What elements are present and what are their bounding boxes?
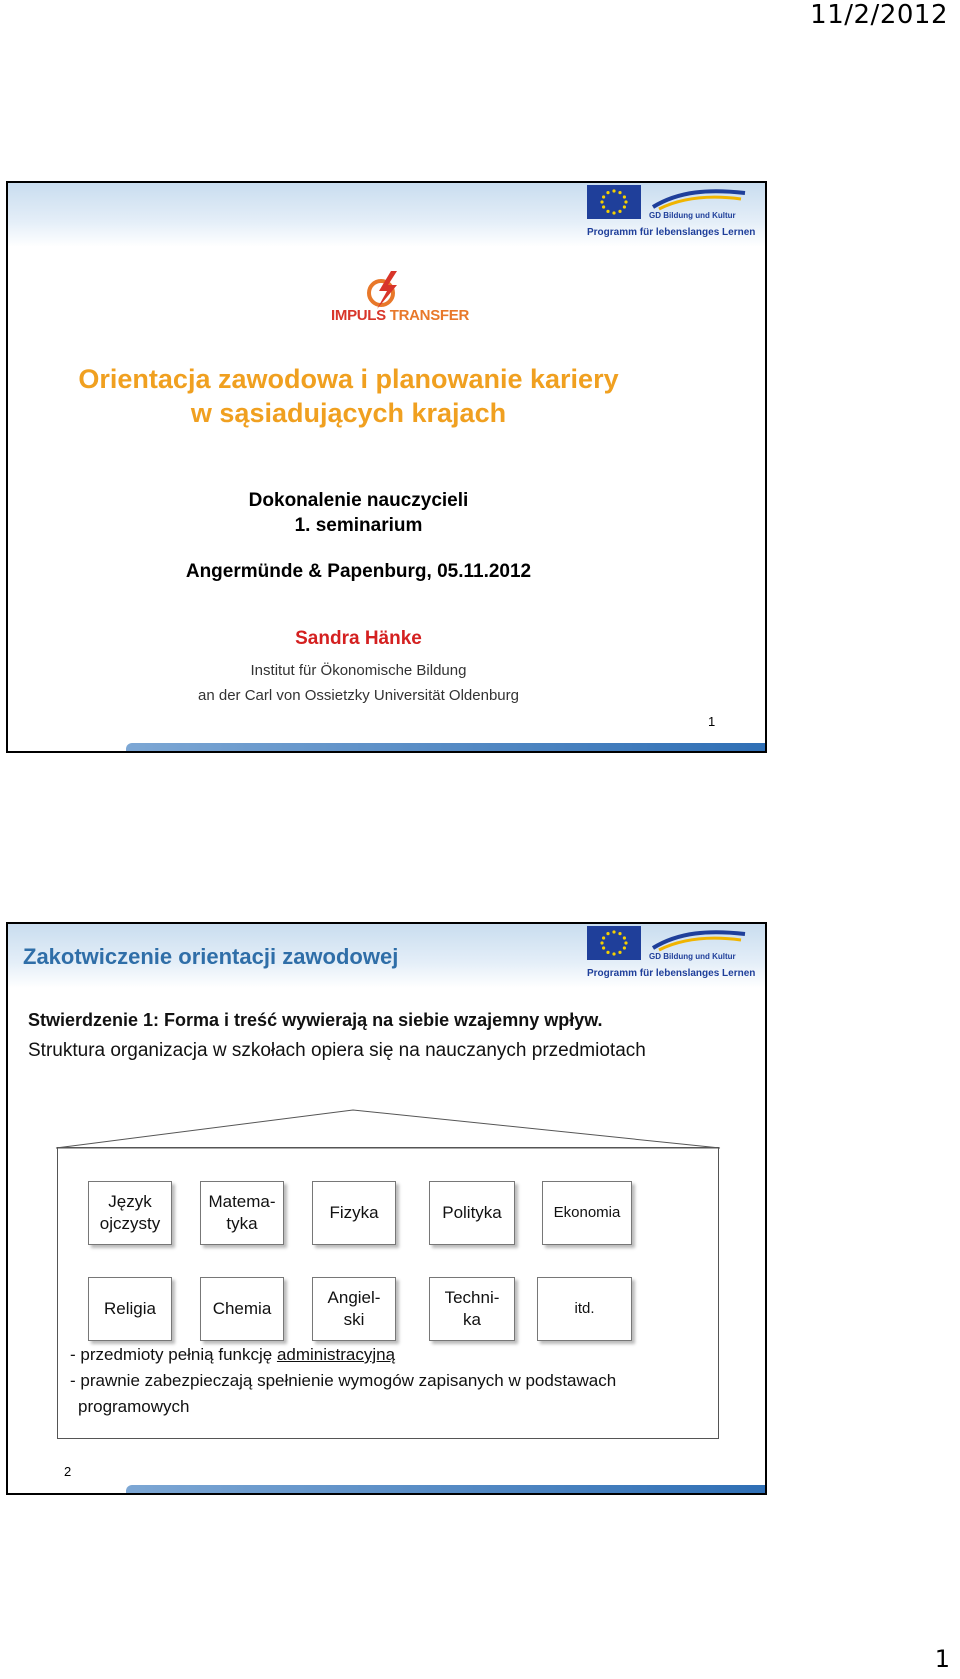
subject-box xyxy=(88,1277,172,1341)
subject-box xyxy=(429,1277,515,1341)
subject-label: Angiel- ski xyxy=(327,1288,381,1329)
eu-flag-icon xyxy=(587,926,641,960)
subject-label: Polityka xyxy=(442,1203,502,1222)
subject-box xyxy=(200,1277,284,1341)
slide-1-subtitle xyxy=(8,488,767,538)
author-name: Sandra Hänke xyxy=(295,628,422,649)
subject-box xyxy=(312,1277,396,1341)
slide-footer-band xyxy=(126,743,765,751)
subject-label: Ekonomia xyxy=(553,1204,621,1221)
eu-dg-label: GD Bildung und Kultur xyxy=(649,952,736,961)
house-roof-shape xyxy=(54,1108,722,1150)
title-line-1: Orientacja zawodowa i planowanie kariery xyxy=(78,364,619,394)
structure-text: Struktura organizacja w szkołach opiera się na nauczanych przedmiotach xyxy=(28,1040,646,1061)
statement: Stwierdzenie 1: Forma i treść wywierają na siebie wzajemny wpływ. xyxy=(28,1010,603,1030)
subject-label: Techni- ka xyxy=(444,1288,500,1329)
eu-dg-label: GD Bildung und Kultur xyxy=(649,211,736,220)
slide-1 xyxy=(6,181,767,753)
slide-2-title: Zakotwiczenie orientacji zawodowej xyxy=(23,944,399,969)
institute-line-1: Institut für Ökonomische Bildung xyxy=(250,662,467,679)
subject-box xyxy=(542,1181,632,1245)
subject-label: Religia xyxy=(104,1299,156,1318)
impuls-logo-word2: TRANSFER xyxy=(389,307,470,324)
subject-label: Chemia xyxy=(212,1299,272,1318)
subject-label: Fizyka xyxy=(329,1203,379,1222)
subject-box xyxy=(200,1181,284,1245)
page-number: 1 xyxy=(934,1645,950,1673)
note-legal-line-1: - prawnie zabezpieczają spełnienie wymogów zapisanych w podstawach xyxy=(70,1371,617,1390)
eu-programme-logo xyxy=(587,185,755,241)
subject-label: Język ojczysty xyxy=(99,1192,161,1233)
note-text: - przedmioty pełnią funkcję xyxy=(70,1345,277,1364)
author-institute xyxy=(8,658,767,708)
subject-label: Matema- tyka xyxy=(208,1192,276,1233)
slide-2 xyxy=(6,922,767,1495)
place-and-date: Angermünde & Papenburg, 05.11.2012 xyxy=(185,561,532,582)
page-date: 11/2/2012 xyxy=(810,0,948,30)
eu-programme-label: Programm für lebenslanges Lernen xyxy=(587,968,756,979)
subject-box xyxy=(429,1181,515,1245)
subject-label: itd. xyxy=(574,1300,595,1317)
slide-number: 2 xyxy=(64,1464,72,1479)
subject-box xyxy=(537,1277,632,1341)
lightning-icon xyxy=(331,269,471,309)
impuls-transfer-logo xyxy=(331,269,471,329)
eu-flag-icon xyxy=(587,185,641,219)
subject-box xyxy=(312,1181,396,1245)
slide-footer-band xyxy=(126,1485,765,1493)
subject-box xyxy=(88,1181,172,1245)
eu-programme-logo xyxy=(587,926,755,982)
slide-number: 1 xyxy=(708,714,716,729)
eu-programme-label: Programm für lebenslanges Lernen xyxy=(587,227,756,238)
impuls-logo-word1: IMPULS xyxy=(331,307,386,324)
title-line-2: w sąsiadujących krajach xyxy=(190,398,507,428)
subtitle-line-1: Dokonalenie nauczycieli xyxy=(248,490,469,511)
slide-1-title xyxy=(8,362,767,430)
subtitle-line-2: 1. seminarium xyxy=(294,515,423,536)
note-underlined: administracyjną xyxy=(276,1345,396,1364)
institute-line-2: an der Carl von Ossietzky Universität Oldenburg xyxy=(198,687,519,704)
note-administrative xyxy=(70,1342,395,1368)
impuls-logo-text xyxy=(331,307,469,324)
note-legal-line-2: programowych xyxy=(78,1397,190,1416)
